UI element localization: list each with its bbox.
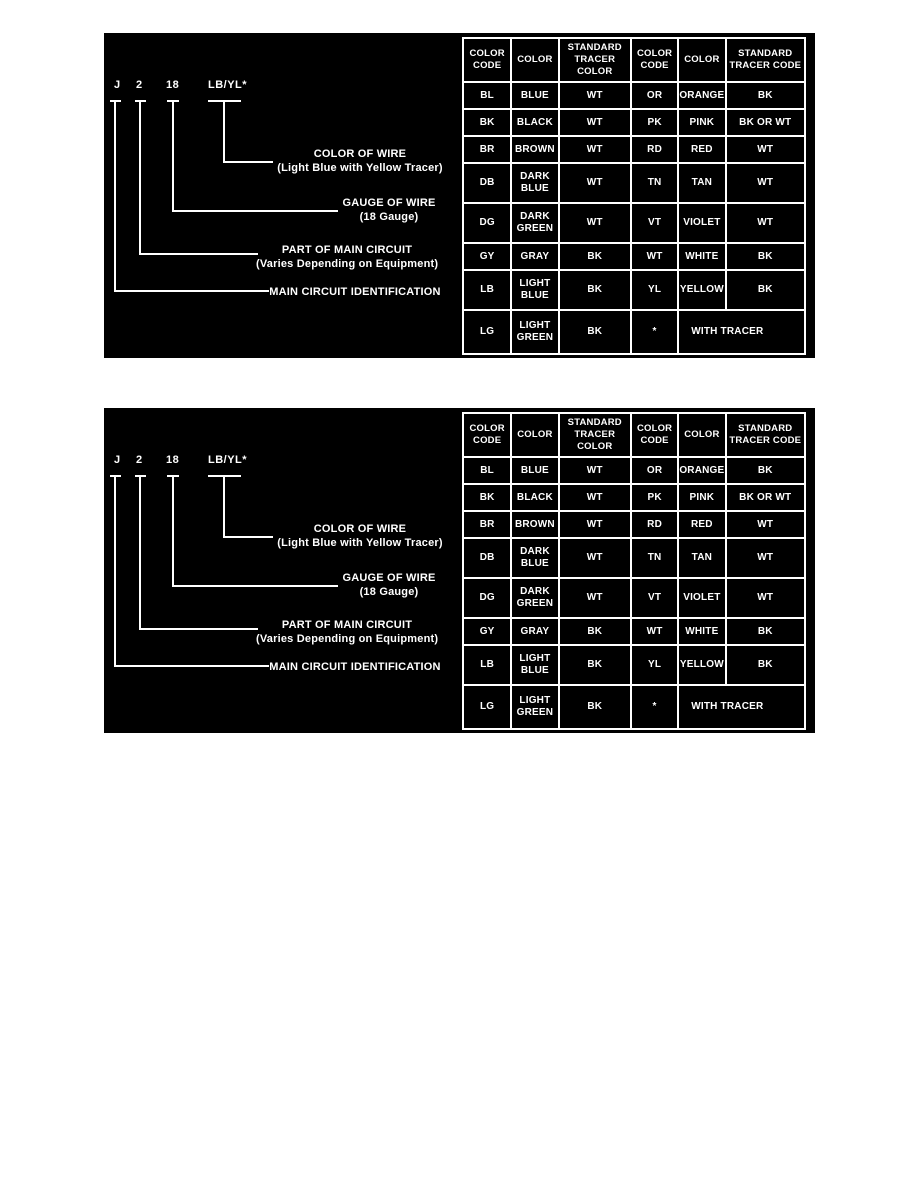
table-cell: VT — [631, 578, 678, 618]
callout-line: MAIN CIRCUIT IDENTIFICATION — [269, 286, 441, 298]
table-cell: DARK BLUE — [511, 538, 558, 578]
column-header: COLOR CODE — [631, 413, 678, 457]
table-row — [463, 645, 805, 685]
table-cell: BK — [726, 645, 806, 685]
connector-line — [223, 161, 273, 163]
table-cell: GRAY — [511, 618, 558, 645]
table-cell: BK — [463, 109, 511, 136]
callout-line: (Light Blue with Yellow Tracer) — [277, 162, 443, 174]
wire-color-code-figure — [104, 33, 815, 358]
table-row — [463, 82, 805, 109]
table-cell: BK — [726, 618, 806, 645]
table-row — [463, 538, 805, 578]
table-row — [463, 578, 805, 618]
table-cell: TAN — [678, 163, 725, 203]
table-cell: BK — [726, 270, 806, 310]
table-cell: BLUE — [511, 457, 558, 484]
callout-main-circuit-identification — [264, 285, 446, 299]
callout-part-of-main-circuit — [256, 618, 438, 646]
connector-line — [172, 100, 174, 212]
table-cell: GY — [463, 618, 511, 645]
column-header: COLOR CODE — [631, 38, 678, 82]
table-row — [463, 109, 805, 136]
column-header: COLOR — [511, 413, 558, 457]
callout-line: (Light Blue with Yellow Tracer) — [277, 537, 443, 549]
table-cell: OR — [631, 82, 678, 109]
code-token-wire-color: LB/YL* — [208, 454, 248, 466]
table-cell: WT — [559, 511, 631, 538]
table-cell: WT — [559, 484, 631, 511]
table-cell: WT — [726, 163, 806, 203]
color-code-table — [462, 37, 806, 355]
table-row — [463, 511, 805, 538]
callout-line: (Varies Depending on Equipment) — [256, 633, 439, 645]
table-cell: YELLOW — [678, 270, 725, 310]
wire-color-code-figure — [104, 408, 815, 733]
table-cell: WT — [559, 82, 631, 109]
table-cell: WHITE — [678, 243, 725, 270]
callout-color-of-wire — [272, 147, 448, 175]
callout-line: (Varies Depending on Equipment) — [256, 258, 439, 270]
table-cell: BK OR WT — [726, 484, 806, 511]
table-cell: WT — [726, 538, 806, 578]
table-cell: WT — [559, 109, 631, 136]
callout-line: (18 Gauge) — [359, 586, 419, 598]
connector-line — [139, 475, 141, 630]
table-cell: ORANGE — [678, 457, 725, 484]
table-cell: BK — [726, 457, 806, 484]
table-cell: WT — [559, 457, 631, 484]
connector-line — [223, 100, 225, 163]
column-header: STANDARD TRACER CODE — [726, 413, 806, 457]
table-cell: BLACK — [511, 484, 558, 511]
table-cell: TN — [631, 163, 678, 203]
connector-line — [114, 475, 116, 667]
column-header: STANDARD TRACER CODE — [726, 38, 806, 82]
wire-code-breakdown-diagram — [104, 33, 462, 358]
table-row — [463, 618, 805, 645]
table-cell: YELLOW — [678, 645, 725, 685]
table-row — [463, 136, 805, 163]
table-row — [463, 685, 805, 729]
connector-line — [223, 536, 273, 538]
table-cell: BK — [559, 310, 631, 354]
column-header: COLOR — [678, 38, 725, 82]
table-row — [463, 243, 805, 270]
connector-line — [139, 100, 141, 255]
table-cell: WT — [726, 136, 806, 163]
table-cell: RED — [678, 136, 725, 163]
table-cell: BK OR WT — [726, 109, 806, 136]
table-cell: LIGHT GREEN — [511, 310, 558, 354]
code-token-main-circuit: J — [114, 79, 121, 91]
table-cell: LIGHT BLUE — [511, 645, 558, 685]
table-row — [463, 163, 805, 203]
table-cell: VT — [631, 203, 678, 243]
table-cell: OR — [631, 457, 678, 484]
table-cell: * — [631, 685, 678, 729]
table-cell: BK — [559, 685, 631, 729]
table-row — [463, 203, 805, 243]
table-row — [463, 310, 805, 354]
table-cell: BL — [463, 82, 511, 109]
table-cell: TAN — [678, 538, 725, 578]
callout-color-of-wire — [272, 522, 448, 550]
table-cell: WT — [631, 243, 678, 270]
callout-part-of-main-circuit — [256, 243, 438, 271]
table-cell: WHITE — [678, 618, 725, 645]
table-row — [463, 484, 805, 511]
table-cell: WT — [726, 511, 806, 538]
table-cell: BR — [463, 136, 511, 163]
figure-panel-top — [104, 33, 815, 358]
table-cell: LIGHT GREEN — [511, 685, 558, 729]
connector-line — [114, 665, 269, 667]
table-cell: LIGHT BLUE — [511, 270, 558, 310]
column-header: COLOR — [678, 413, 725, 457]
table-cell: * — [631, 310, 678, 354]
table-cell: RD — [631, 136, 678, 163]
code-token-wire-color: LB/YL* — [208, 79, 248, 91]
table-cell: BL — [463, 457, 511, 484]
connector-line — [114, 290, 269, 292]
connector-line — [139, 253, 258, 255]
table-cell: BK — [726, 82, 806, 109]
connector-line — [172, 210, 338, 212]
table-cell: LG — [463, 685, 511, 729]
table-cell: PK — [631, 109, 678, 136]
table-cell: BROWN — [511, 136, 558, 163]
callout-line: GAUGE OF WIRE — [342, 572, 436, 584]
table-row — [463, 457, 805, 484]
column-header: COLOR — [511, 38, 558, 82]
table-cell: YL — [631, 645, 678, 685]
table-row — [463, 270, 805, 310]
table-cell: PINK — [678, 484, 725, 511]
table-cell: BK — [559, 243, 631, 270]
table-cell: BK — [559, 270, 631, 310]
table-cell: WITH TRACER — [678, 685, 805, 729]
table-cell: VIOLET — [678, 203, 725, 243]
connector-line — [223, 475, 225, 538]
color-code-table-wrap — [462, 412, 810, 730]
table-cell: WT — [559, 163, 631, 203]
connector-line — [172, 475, 174, 587]
table-cell: VIOLET — [678, 578, 725, 618]
column-header: STANDARD TRACER COLOR — [559, 413, 631, 457]
callout-main-circuit-identification — [264, 660, 446, 674]
table-cell: WT — [559, 578, 631, 618]
table-cell: DG — [463, 578, 511, 618]
color-code-table — [462, 412, 806, 730]
callout-line: PART OF MAIN CIRCUIT — [281, 244, 413, 256]
table-cell: BLUE — [511, 82, 558, 109]
code-token-circuit-part: 2 — [136, 454, 143, 466]
table-cell: BR — [463, 511, 511, 538]
callout-line: (18 Gauge) — [359, 211, 419, 223]
table-cell: BK — [726, 243, 806, 270]
code-token-main-circuit: J — [114, 454, 121, 466]
table-cell: DB — [463, 538, 511, 578]
connector-line — [114, 100, 116, 292]
table-cell: TN — [631, 538, 678, 578]
table-cell: WT — [559, 136, 631, 163]
connector-line — [139, 628, 258, 630]
callout-line: PART OF MAIN CIRCUIT — [281, 619, 413, 631]
table-cell: LB — [463, 270, 511, 310]
table-cell: BK — [463, 484, 511, 511]
code-token-circuit-part: 2 — [136, 79, 143, 91]
table-cell: BROWN — [511, 511, 558, 538]
table-cell: RD — [631, 511, 678, 538]
table-cell: WT — [726, 203, 806, 243]
code-token-gauge: 18 — [166, 79, 180, 91]
table-cell: DARK GREEN — [511, 578, 558, 618]
table-cell: GRAY — [511, 243, 558, 270]
table-cell: YL — [631, 270, 678, 310]
table-cell: WT — [559, 538, 631, 578]
table-header-row — [463, 413, 805, 457]
table-cell: RED — [678, 511, 725, 538]
column-header: STANDARD TRACER COLOR — [559, 38, 631, 82]
table-cell: GY — [463, 243, 511, 270]
callout-line: MAIN CIRCUIT IDENTIFICATION — [269, 661, 441, 673]
code-token-gauge: 18 — [166, 454, 180, 466]
table-cell: LG — [463, 310, 511, 354]
table-cell: WT — [726, 578, 806, 618]
table-cell: DARK GREEN — [511, 203, 558, 243]
color-code-table-wrap — [462, 37, 810, 355]
table-cell: WT — [559, 203, 631, 243]
table-cell: BLACK — [511, 109, 558, 136]
table-cell: DB — [463, 163, 511, 203]
table-cell: LB — [463, 645, 511, 685]
table-cell: BK — [559, 645, 631, 685]
table-cell: BK — [559, 618, 631, 645]
callout-line: GAUGE OF WIRE — [342, 197, 436, 209]
figure-panel-bottom — [104, 408, 815, 733]
table-cell: PK — [631, 484, 678, 511]
table-cell: DARK BLUE — [511, 163, 558, 203]
table-cell: WITH TRACER — [678, 310, 805, 354]
callout-gauge-of-wire — [337, 196, 441, 224]
column-header: COLOR CODE — [463, 38, 511, 82]
callout-line: COLOR OF WIRE — [313, 148, 407, 160]
connector-line — [172, 585, 338, 587]
table-cell: PINK — [678, 109, 725, 136]
table-cell: DG — [463, 203, 511, 243]
wire-code-breakdown-diagram — [104, 408, 462, 733]
table-cell: WT — [631, 618, 678, 645]
callout-gauge-of-wire — [337, 571, 441, 599]
table-header-row — [463, 38, 805, 82]
callout-line: COLOR OF WIRE — [313, 523, 407, 535]
column-header: COLOR CODE — [463, 413, 511, 457]
table-cell: ORANGE — [678, 82, 725, 109]
